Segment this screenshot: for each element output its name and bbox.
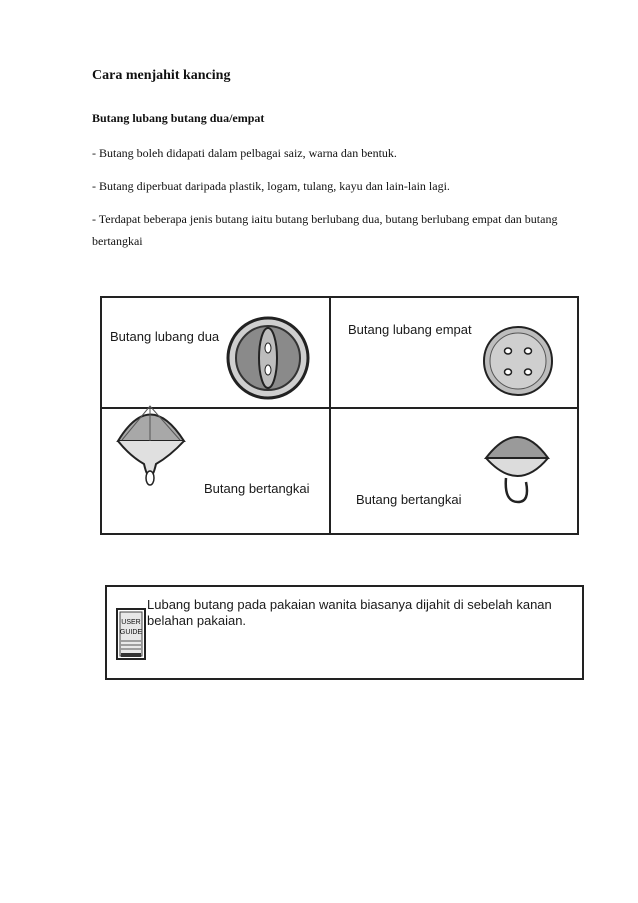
shank-button-right-icon: [486, 437, 548, 502]
note-text: Lubang butang pada pakaian wanita biasanya dijahit di sebelah kanan belahan pakaian.: [147, 597, 552, 628]
book-icon-text-1: USER: [121, 619, 141, 626]
page-title: Cara menjahit kancing: [92, 68, 231, 83]
paragraph-3: - Terdapat beberapa jenis butang iaitu butang berlubang dua, butang berlubang empat dan butang bertangkai: [92, 212, 558, 248]
paragraph-1: - Butang boleh didapati dalam pelbagai saiz, warna dan bentuk.: [92, 146, 397, 160]
note-box: [105, 585, 585, 681]
label-two-hole-button: Butang lubang dua: [110, 329, 220, 344]
section-subtitle: Butang lubang butang dua/empat: [92, 111, 265, 125]
shank-button-left-icon: [118, 406, 184, 485]
label-shank-button-left: Butang bertangkai: [204, 481, 310, 496]
four-hole-button-icon: [484, 327, 552, 395]
user-guide-book-icon: [115, 607, 149, 663]
two-hole-button-icon: [228, 318, 308, 398]
paragraph-2: - Butang diperbuat daripada plastik, logam, tulang, kayu dan lain-lain lagi.: [92, 179, 450, 193]
book-icon-text-2: GUIDE: [119, 629, 143, 636]
button-types-figure: [100, 296, 580, 536]
label-shank-button-right: Butang bertangkai: [356, 492, 462, 507]
label-four-hole-button: Butang lubang empat: [348, 322, 472, 337]
